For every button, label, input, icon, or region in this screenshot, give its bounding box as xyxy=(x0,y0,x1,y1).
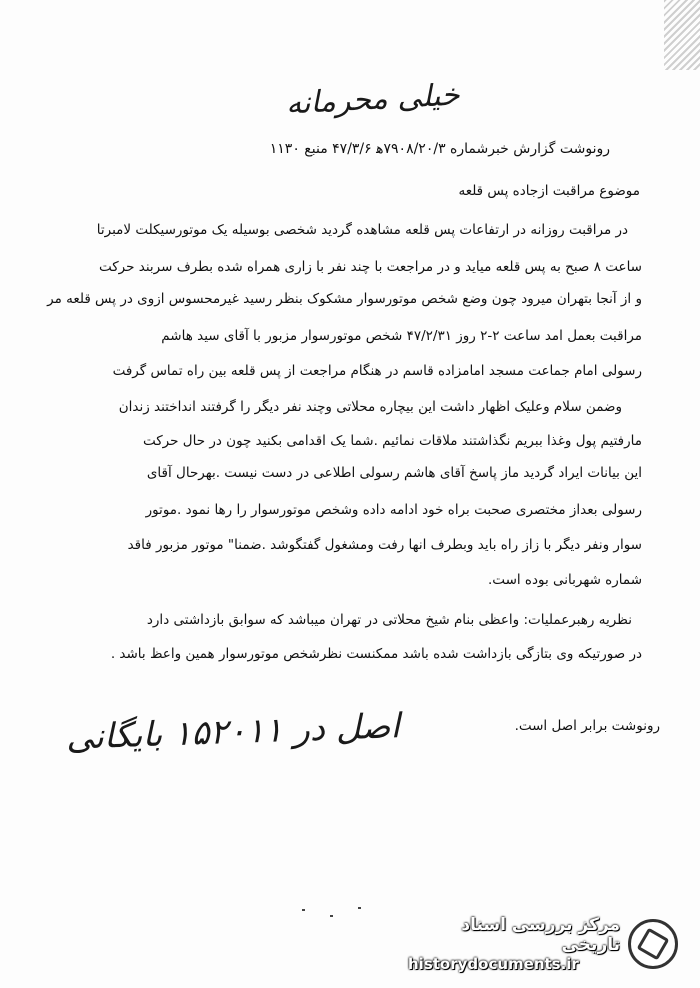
body-line: در صورتیکه وی بتازگی بازداشت شده باشد ممکنست نظرشخص موتورسوار همین واعظ باشد . xyxy=(110,646,642,662)
scan-specks xyxy=(300,905,380,925)
body-line: سوار ونفر دیگر با زاز راه باید وبطرف انها رفت ومشغول گفتگوشد .ضمنا" موتور مزبور فاقد xyxy=(127,537,642,553)
handwritten-classification: خیلی محرمانه xyxy=(285,77,461,122)
body-line: نظریه رهبرعملیات: واعظی بنام شیخ محلاتی در تهران میباشد که سوابق بازداشتی دارد xyxy=(146,612,632,628)
watermark-url: historydocuments.ir xyxy=(408,955,579,973)
body-line: ساعت ۸ صبح به پس قلعه میاید و در مراجعت با چند نفر با زاری همراه شده بطرف سربند حرکت xyxy=(98,259,642,275)
body-line: مراقبت بعمل امد ساعت ۲-۲ روز ۴۷/۲/۳۱ شخص موتورسوار مزبور با آقای سید هاشم xyxy=(161,328,642,344)
body-line: این بیانات ایراد گردید ماز پاسخ آقای هاشم رسولی اطلاعی در دست نیست .بهرحال آقای xyxy=(146,465,642,481)
body-line: شماره شهربانی بوده است. xyxy=(488,572,642,588)
scan-edge-artifact xyxy=(664,0,700,70)
closing-note: رونوشت برابر اصل است. xyxy=(514,718,660,734)
body-line: در مراقبت روزانه در ارتفاعات پس قلعه مشاهده گردید شخصی بوسیله یک موتورسیکلت لامبرتا xyxy=(96,222,628,238)
handwritten-archive-note: اصل در ۱۵۲۰۱۱ بایگانی xyxy=(65,706,401,758)
report-header: رونوشت گزارش خبرشماره ۷۹۰۸/۲۰/۳ه‍ ۴۷/۳/۶ منبع ۱۱۳۰ xyxy=(269,141,610,157)
body-line: وضمن سلام وعلیک اظهار داشت این بیچاره محلاتی وچند نفر دیگر را گرفتند انداختند زندان xyxy=(118,399,622,415)
body-line: رسولی بعداز مختصری صحبت براه خود ادامه داده وشخص موتورسوار را رها نمود .موتور xyxy=(145,502,642,518)
archive-logo-icon xyxy=(628,919,678,969)
archive-watermark xyxy=(408,914,678,974)
body-line: مارفتیم پول وغذا ببریم نگذاشتند ملاقات نمائیم .شما یک اقدامی بکنید چون در حال حرکت xyxy=(143,433,642,449)
watermark-persian: مرکز بررسی اسناد تاریخی xyxy=(461,915,620,955)
report-subject: موضوع مراقبت ازجاده پس قلعه xyxy=(458,183,640,199)
body-line: رسولی امام جماعت مسجد امامزاده قاسم در هنگام مراجعت از پس قلعه بین راه تماس گرفت xyxy=(112,363,642,379)
body-line: و از آنجا بتهران میرود چون وضع شخص موتورسوار مشکوک بنظر رسید غیرمحسوس ازوی در پس قلعه مر xyxy=(47,291,642,307)
